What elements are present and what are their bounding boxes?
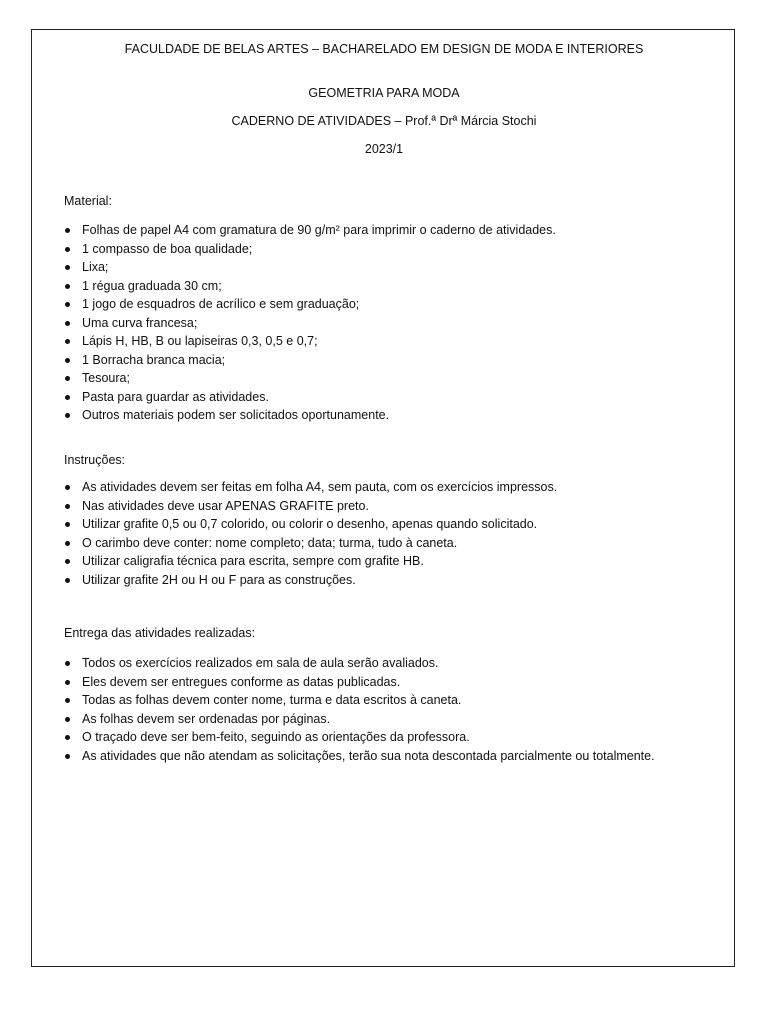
entrega-list xyxy=(64,654,655,765)
list-item: 1 régua graduada 30 cm; xyxy=(64,277,556,296)
institution-heading: FACULDADE DE BELAS ARTES – BACHARELADO EM DESIGN DE MODA E INTERIORES xyxy=(124,42,644,56)
notebook-title: CADERNO DE ATIVIDADES – Prof.ª Drª Márcia Stochi xyxy=(231,114,537,128)
list-item: Eles devem ser entregues conforme as datas publicadas. xyxy=(64,673,655,692)
list-item: 1 compasso de boa qualidade; xyxy=(64,240,556,259)
list-item: 1 Borracha branca macia; xyxy=(64,351,556,370)
list-item: Todos os exercícios realizados em sala de aula serão avaliados. xyxy=(64,654,655,673)
list-item: 1 jogo de esquadros de acrílico e sem graduação; xyxy=(64,295,556,314)
material-section-title: Material: xyxy=(64,194,112,208)
list-item: Utilizar grafite 0,5 ou 0,7 colorido, ou colorir o desenho, apenas quando solicitado. xyxy=(64,515,557,534)
list-item: Lápis H, HB, B ou lapiseiras 0,3, 0,5 e 0,7; xyxy=(64,332,556,351)
term-label: 2023/1 xyxy=(364,142,404,156)
entrega-section-title: Entrega das atividades realizadas: xyxy=(64,626,256,640)
instrucoes-list xyxy=(64,478,557,589)
course-title: GEOMETRIA PARA MODA xyxy=(308,86,460,100)
list-item: Uma curva francesa; xyxy=(64,314,556,333)
list-item: As folhas devem ser ordenadas por páginas. xyxy=(64,710,655,729)
list-item: Utilizar grafite 2H ou H ou F para as construções. xyxy=(64,571,557,590)
instrucoes-section-title: Instruções: xyxy=(64,453,126,467)
list-item: As atividades que não atendam as solicitações, terão sua nota descontada parcialmente ou totalmente. xyxy=(64,747,655,766)
material-list xyxy=(64,221,556,425)
list-item: As atividades devem ser feitas em folha A4, sem pauta, com os exercícios impressos. xyxy=(64,478,557,497)
list-item: Folhas de papel A4 com gramatura de 90 g/m² para imprimir o caderno de atividades. xyxy=(64,221,556,240)
list-item: Todas as folhas devem conter nome, turma e data escritos à caneta. xyxy=(64,691,655,710)
list-item: Utilizar caligrafia técnica para escrita, sempre com grafite HB. xyxy=(64,552,557,571)
list-item: Pasta para guardar as atividades. xyxy=(64,388,556,407)
list-item: O carimbo deve conter: nome completo; data; turma, tudo à caneta. xyxy=(64,534,557,553)
list-item: Lixa; xyxy=(64,258,556,277)
list-item: Outros materiais podem ser solicitados oportunamente. xyxy=(64,406,556,425)
list-item: Tesoura; xyxy=(64,369,556,388)
list-item: O traçado deve ser bem-feito, seguindo as orientações da professora. xyxy=(64,728,655,747)
list-item: Nas atividades deve usar APENAS GRAFITE preto. xyxy=(64,497,557,516)
